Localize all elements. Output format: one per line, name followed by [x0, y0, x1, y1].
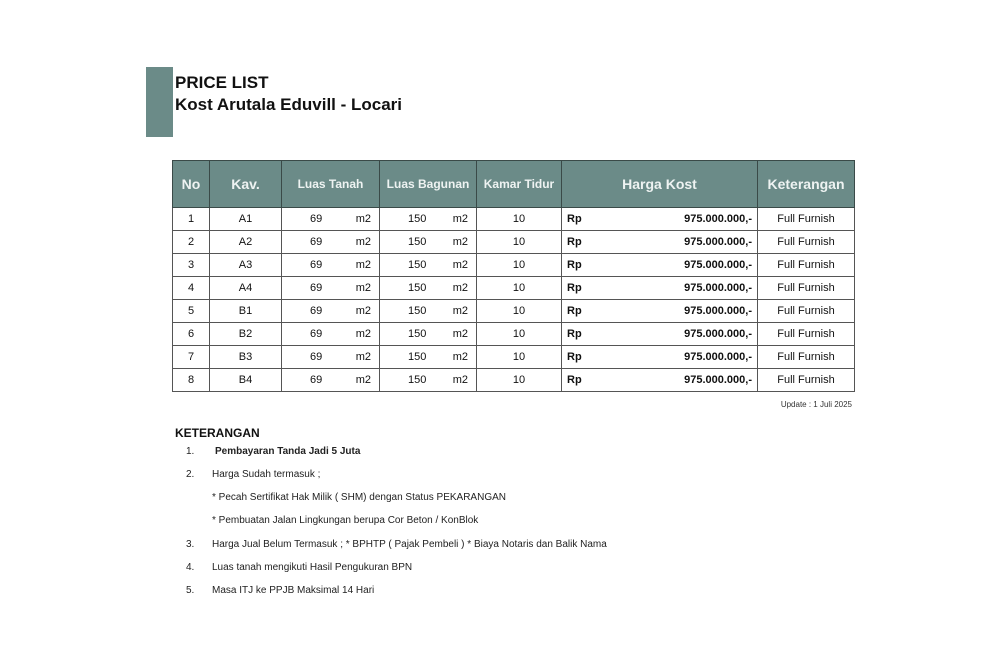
luas-bangunan-value: 150 [408, 213, 427, 225]
luas-tanah-unit: m2 [355, 374, 371, 386]
cell-kamar-tidur: 10 [477, 231, 562, 254]
table-row [173, 254, 855, 277]
cell-harga-kost [562, 300, 758, 323]
table-row [173, 369, 855, 392]
cell-keterangan: Full Furnish [758, 277, 855, 300]
cell-luas-tanah [282, 346, 380, 369]
cell-harga-kost [562, 254, 758, 277]
note-number: 2. [186, 469, 195, 480]
cell-luas-tanah [282, 254, 380, 277]
table-header-row [173, 161, 855, 208]
table-row [173, 323, 855, 346]
currency: Rp [567, 236, 582, 248]
col-header-harga-kost: Harga Kost [562, 161, 758, 208]
currency: Rp [567, 351, 582, 363]
cell-kamar-tidur: 10 [477, 346, 562, 369]
note-number: 1. [186, 446, 195, 457]
cell-no: 6 [173, 323, 210, 346]
cell-keterangan: Full Furnish [758, 346, 855, 369]
luas-tanah-unit: m2 [355, 259, 371, 271]
col-header-luas-tanah: Luas Tanah [282, 161, 380, 208]
note-number: 5. [186, 585, 195, 596]
col-header-no: No [173, 161, 210, 208]
cell-luas-bangunan [380, 208, 477, 231]
luas-bangunan-value: 150 [408, 305, 427, 317]
cell-kav: A3 [210, 254, 282, 277]
luas-tanah-unit: m2 [355, 236, 371, 248]
note-number: 3. [186, 539, 195, 550]
luas-tanah-unit: m2 [355, 328, 371, 340]
luas-bangunan-value: 150 [408, 236, 427, 248]
cell-kav: B3 [210, 346, 282, 369]
price-table [172, 160, 855, 392]
cell-kamar-tidur: 10 [477, 369, 562, 392]
currency: Rp [567, 305, 582, 317]
notes-title: KETERANGAN [175, 426, 260, 440]
luas-tanah-value: 69 [310, 305, 323, 317]
note-number: 4. [186, 562, 195, 573]
cell-luas-tanah [282, 231, 380, 254]
col-header-luas-bagunan: Luas Bagunan [380, 161, 477, 208]
cell-no: 3 [173, 254, 210, 277]
cell-kamar-tidur: 10 [477, 300, 562, 323]
luas-tanah-value: 69 [310, 213, 323, 225]
cell-kamar-tidur: 10 [477, 208, 562, 231]
cell-harga-kost [562, 369, 758, 392]
cell-luas-bangunan [380, 323, 477, 346]
title-line-1: PRICE LIST [175, 73, 269, 92]
luas-bangunan-value: 150 [408, 328, 427, 340]
cell-harga-kost [562, 208, 758, 231]
luas-tanah-unit: m2 [355, 213, 371, 225]
price-value: 975.000.000,- [684, 282, 752, 294]
luas-tanah-value: 69 [310, 236, 323, 248]
col-header-kamar-tidur: Kamar Tidur [477, 161, 562, 208]
cell-luas-bangunan [380, 369, 477, 392]
luas-tanah-value: 69 [310, 282, 323, 294]
table-row [173, 208, 855, 231]
cell-kav: A1 [210, 208, 282, 231]
currency: Rp [567, 259, 582, 271]
luas-bangunan-unit: m2 [452, 236, 468, 248]
cell-harga-kost [562, 231, 758, 254]
cell-luas-tanah [282, 277, 380, 300]
note-text: Luas tanah mengikuti Hasil Pengukuran BPN [212, 562, 413, 573]
cell-luas-bangunan [380, 277, 477, 300]
note-text: Harga Sudah termasuk ; [212, 469, 321, 480]
cell-no: 1 [173, 208, 210, 231]
title-accent-bar [146, 67, 173, 137]
luas-bangunan-value: 150 [408, 351, 427, 363]
cell-kamar-tidur: 10 [477, 277, 562, 300]
currency: Rp [567, 282, 582, 294]
cell-kamar-tidur: 10 [477, 323, 562, 346]
price-value: 975.000.000,- [684, 374, 752, 386]
title-line-2: Kost Arutala Eduvill - Locari [175, 95, 403, 114]
luas-tanah-value: 69 [310, 259, 323, 271]
cell-kav: B4 [210, 369, 282, 392]
price-value: 975.000.000,- [684, 259, 752, 271]
currency: Rp [567, 374, 582, 386]
price-value: 975.000.000,- [684, 213, 752, 225]
cell-no: 5 [173, 300, 210, 323]
cell-luas-bangunan [380, 254, 477, 277]
cell-harga-kost [562, 323, 758, 346]
luas-bangunan-unit: m2 [452, 328, 468, 340]
cell-no: 7 [173, 346, 210, 369]
cell-keterangan: Full Furnish [758, 254, 855, 277]
note-text: * Pembuatan Jalan Lingkungan berupa Cor Beton / KonBlok [212, 515, 479, 526]
luas-bangunan-unit: m2 [452, 282, 468, 294]
luas-bangunan-unit: m2 [452, 351, 468, 363]
note-text: Pembayaran Tanda Jadi 5 Juta [215, 446, 361, 457]
cell-luas-tanah [282, 300, 380, 323]
luas-tanah-value: 69 [310, 374, 323, 386]
cell-kav: A2 [210, 231, 282, 254]
luas-bangunan-unit: m2 [452, 374, 468, 386]
cell-luas-bangunan [380, 231, 477, 254]
price-value: 975.000.000,- [684, 236, 752, 248]
cell-luas-bangunan [380, 300, 477, 323]
cell-kav: B1 [210, 300, 282, 323]
price-value: 975.000.000,- [684, 305, 752, 317]
luas-bangunan-value: 150 [408, 374, 427, 386]
cell-luas-tanah [282, 208, 380, 231]
cell-keterangan: Full Furnish [758, 369, 855, 392]
cell-kamar-tidur: 10 [477, 254, 562, 277]
cell-keterangan: Full Furnish [758, 208, 855, 231]
cell-keterangan: Full Furnish [758, 300, 855, 323]
luas-tanah-unit: m2 [355, 305, 371, 317]
table-row [173, 231, 855, 254]
page-title [175, 72, 402, 116]
luas-bangunan-unit: m2 [452, 259, 468, 271]
currency: Rp [567, 328, 582, 340]
luas-tanah-unit: m2 [355, 351, 371, 363]
note-text: * Pecah Sertifikat Hak Milik ( SHM) dengan Status PEKARANGAN [212, 492, 506, 503]
cell-no: 2 [173, 231, 210, 254]
note-text: Harga Jual Belum Termasuk ; * BPHTP ( Pajak Pembeli ) * Biaya Notaris dan Balik Nama [212, 539, 607, 550]
luas-bangunan-value: 150 [408, 259, 427, 271]
note-text: Masa ITJ ke PPJB Maksimal 14 Hari [212, 585, 375, 596]
col-header-keterangan: Keterangan [758, 161, 855, 208]
update-date: Update : 1 Juli 2025 [780, 400, 852, 409]
luas-bangunan-value: 150 [408, 282, 427, 294]
col-header-kav: Kav. [210, 161, 282, 208]
cell-luas-tanah [282, 369, 380, 392]
luas-tanah-value: 69 [310, 328, 323, 340]
price-value: 975.000.000,- [684, 328, 752, 340]
table-row [173, 277, 855, 300]
table-row [173, 300, 855, 323]
luas-tanah-unit: m2 [355, 282, 371, 294]
cell-harga-kost [562, 346, 758, 369]
currency: Rp [567, 213, 582, 225]
luas-tanah-value: 69 [310, 351, 323, 363]
luas-bangunan-unit: m2 [452, 213, 468, 225]
luas-bangunan-unit: m2 [452, 305, 468, 317]
cell-keterangan: Full Furnish [758, 231, 855, 254]
table-row [173, 346, 855, 369]
cell-no: 8 [173, 369, 210, 392]
price-value: 975.000.000,- [684, 351, 752, 363]
cell-no: 4 [173, 277, 210, 300]
cell-luas-bangunan [380, 346, 477, 369]
cell-keterangan: Full Furnish [758, 323, 855, 346]
cell-luas-tanah [282, 323, 380, 346]
cell-kav: A4 [210, 277, 282, 300]
cell-kav: B2 [210, 323, 282, 346]
cell-harga-kost [562, 277, 758, 300]
